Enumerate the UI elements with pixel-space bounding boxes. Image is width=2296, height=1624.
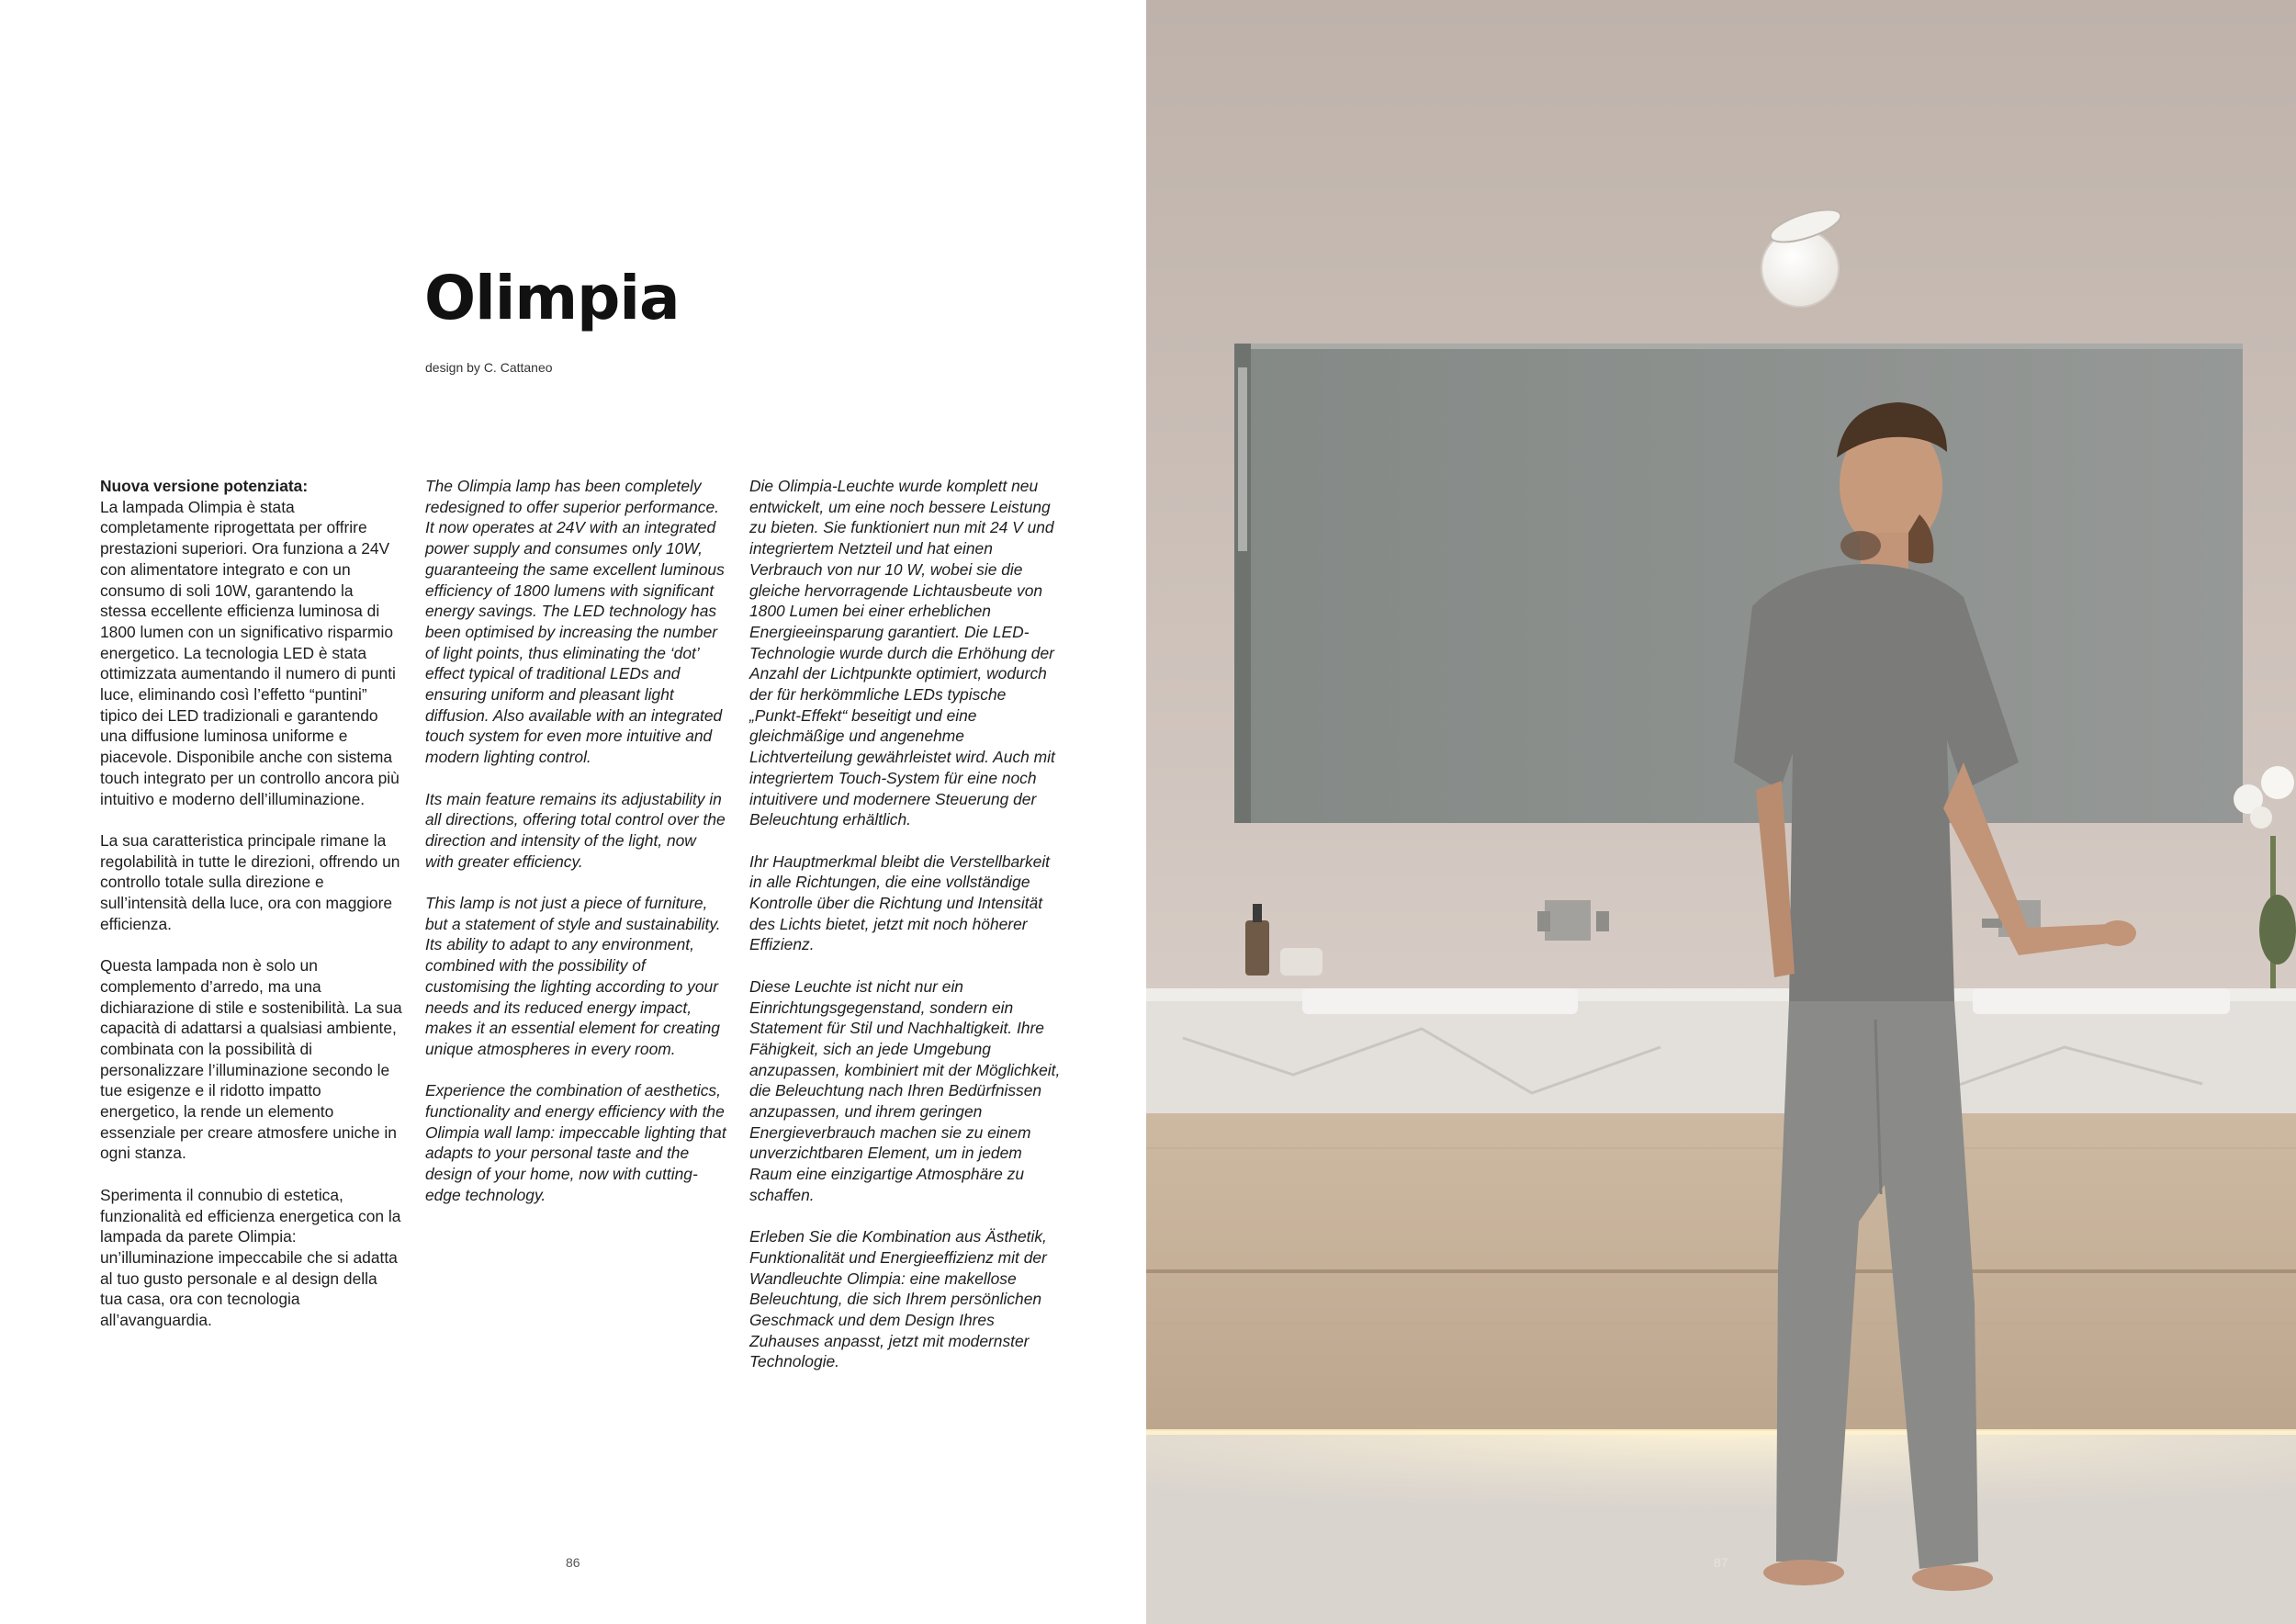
product-title: Olimpia [424, 263, 680, 333]
under-cabinet-glow [1146, 1431, 2296, 1532]
italian-text-1: La lampada Olimpia è stata completamente riprogettata per offrire prestazioni superiori. Ora funziona a 24V con alimentatore integrato e con un consumo di soli 10W, garantendo la stessa eccellente efficienza luminosa di 1800 lumen con un significativo risparmio energetico. La tecnologia LED è stata ottimizzata aumentando il numero di punti luce, eliminando così l’effetto “puntini” tipico dei LED tradizionali e garantendo una diffusione luminosa uniforme e piacevole. Disponibile anche con sistema touch integrato per un controllo ancora più intuitivo e moderno dell’illuminazione. [100, 497, 400, 808]
german-paragraph-4: Erleben Sie die Kombination aus Ästhetik, Funktionalität und Energieeffizienz mit der Wandleuchte Olimpia: eine makellose Beleuchtung, die sich Ihrem persönlichen Geschmack und dem Design Ihres Zuhauses anpasst, jetzt mit modernster Technologie. [749, 1227, 1047, 1371]
german-column [749, 476, 1062, 1393]
english-column [425, 476, 728, 1226]
designer-credit: design by C. Cattaneo [425, 360, 553, 375]
english-paragraph-2: Its main feature remains its adjustability in all directions, offering total control over the direction and intensity of the light, now with greater efficiency. [425, 789, 726, 871]
italian-column [100, 476, 403, 1351]
bathroom-scene [1146, 0, 2296, 1624]
marble-countertop [1146, 988, 2296, 1113]
bathroom-photo [1146, 0, 2296, 1624]
page-number-left: 86 [566, 1555, 580, 1570]
german-paragraph-2: Ihr Hauptmerkmal bleibt die Verstellbarkeit in alle Richtungen, die eine vollständige Kontrolle über die Richtung und Intensität des Lichts bietet, jetzt mit noch höherer Effizienz. [749, 851, 1051, 954]
italian-paragraph-1 [100, 476, 403, 809]
german-paragraph-1: Die Olimpia-Leuchte wurde komplett neu entwickelt, um eine noch bessere Leistung zu bieten. Sie funktioniert nun mit 24 V und integriertem Netzteil und hat einen Verbrauch von nur 10 W, wobei sie die gleiche hervorragende Lichtausbeute von 1800 Lumen bei einer erheblichen Energieeinsparung garantiert. Die LED-Technologie wurde durch die Erhöhung der Anzahl der Lichtpunkte optimiert, wodurch der für herkömmliche LEDs typische „Punkt-Effekt“ beseitigt und eine gleichmäßige und angenehme Lichtverteilung gewährleistet wird. Auch mit integriertem Touch-System für eine noch intuitivere und modernere Steuerung der Beleuchtung erhältlich. [749, 477, 1055, 829]
left-page [0, 0, 1146, 1624]
page-number-right: 87 [1714, 1555, 1728, 1570]
italian-lead: Nuova versione potenziata: [100, 477, 309, 495]
english-paragraph-1: The Olimpia lamp has been completely redesigned to offer superior performance. It now operates at 24V with an integrated power supply and consumes only 10W, guaranteeing the same excellent luminous efficiency of 1800 lumens with significant energy savings. The LED technology has been optimised by increasing the number of light points, thus eliminating the ‘dot’ effect typical of traditional LEDs and ensuring uniform and pleasant light diffusion. Also available with an integrated touch system for even more intuitive and modern lighting control. [425, 477, 725, 767]
mirror-reflection [1840, 531, 1881, 560]
english-paragraph-3: This lamp is not just a piece of furniture, but a statement of style and sustainability. Its ability to adapt to any environment, combined with the possibility of customising the lighting according to your needs and its reduced energy impact, makes it an essential element for creating unique atmospheres in every room. [425, 894, 721, 1058]
italian-paragraph-2: La sua caratteristica principale rimane la regolabilità in tutte le direzioni, offrendo un controllo totale sulla direzione e sull’intensità della luce, ora con maggiore efficienza. [100, 830, 400, 933]
italian-paragraph-4: Sperimenta il connubio di estetica, funzionalità ed efficienza energetica con la lampada da parete Olimpia: un’illuminazione impeccabile che si adatta al tuo gusto personale e al design della tua casa, ora con tecnologia all’avanguardia. [100, 1185, 401, 1330]
english-paragraph-4: Experience the combination of aesthetics, functionality and energy efficiency with the Olimpia wall lamp: impeccable lighting that adapts to your personal taste and the design of your home, now with cutting-edge technology. [425, 1081, 726, 1204]
italian-paragraph-3: Questa lampada non è solo un complemento d’arredo, ma una dichiarazione di stile e sostenibilità. La sua capacità di adattarsi a qualsiasi ambiente, combinata con la possibilità di personalizzare l’illuminazione secondo le tue esigenze e il ridotto impatto energetico, la rende un elemento essenziale per creare atmosfere uniche in ogni stanza. [100, 956, 402, 1163]
german-paragraph-3: Diese Leuchte ist nicht nur ein Einrichtungsgegenstand, sondern ein Statement für Stil und Nachhaltigkeit. Ihre Fähigkeit, sich an jede Umgebung anzupassen, kombiniert mit der Möglichkeit, die Beleuchtung nach Ihren Bedürfnissen anzupassen, und ihrem geringen Energieverbrauch machen sie zu einem unverzichtbaren Element, um in jedem Raum eine einzigartige Atmosphäre zu schaffen. [749, 976, 1061, 1204]
wood-vanity-cabinet [1146, 1113, 2296, 1431]
